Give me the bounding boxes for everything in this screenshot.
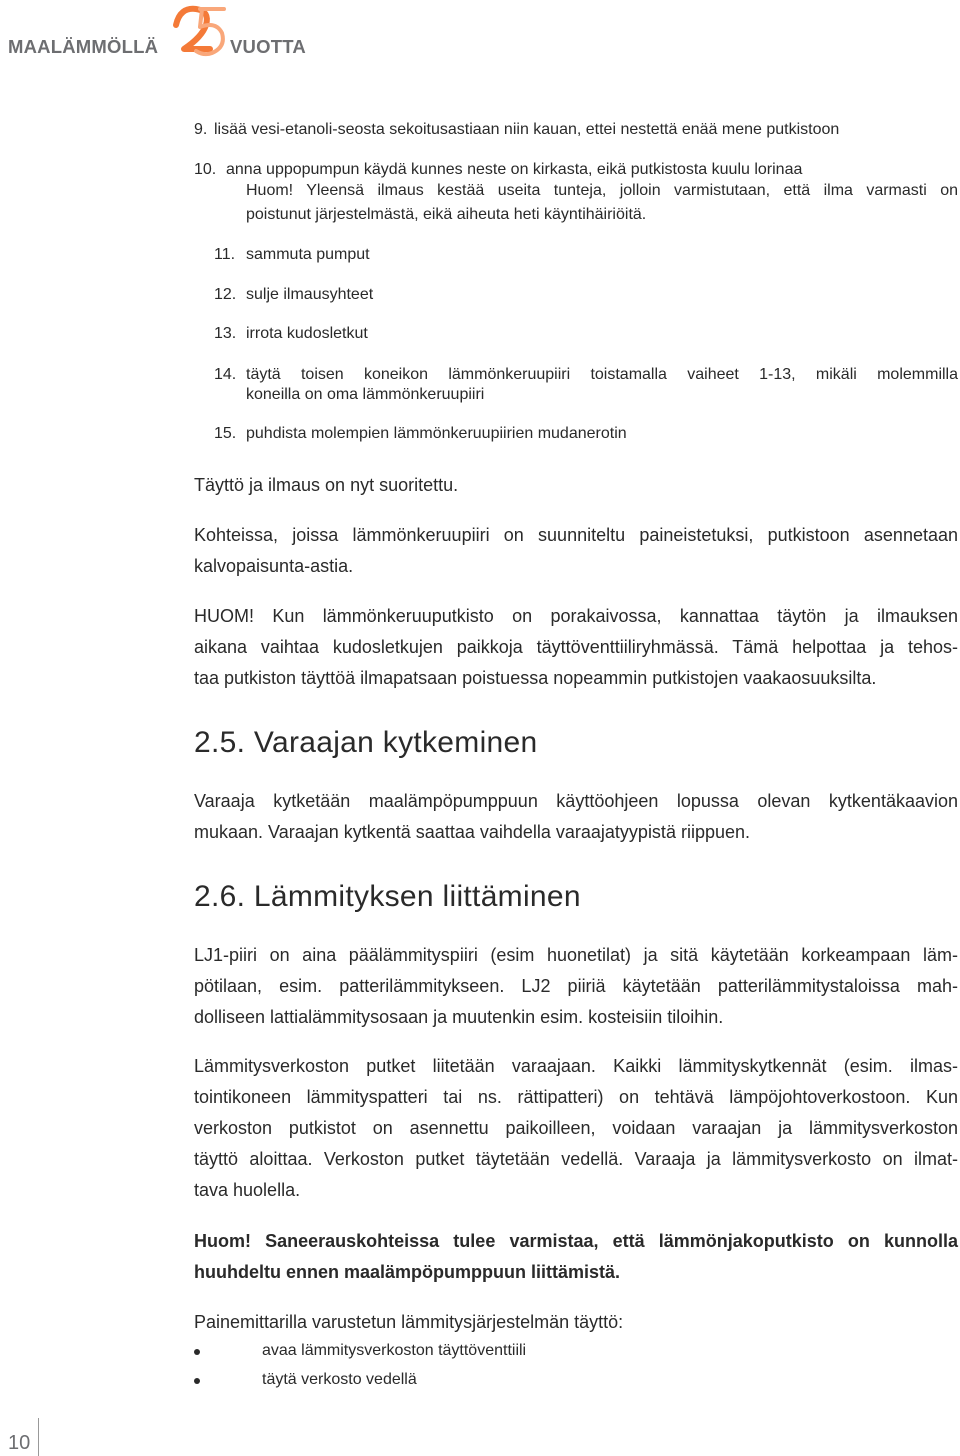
- paragraph: [194, 1051, 958, 1206]
- paragraph-line: kalvopaisunta-astia.: [194, 556, 354, 576]
- paragraph-line: täyttö aloittaa. Verkoston putket täytetään vedellä. Varaaja ja lämmitysverkosto on ilmat-: [194, 1149, 958, 1169]
- paragraph-line: aikana vaihtaa kudosletkujen paikkoja täyttöventtiiliryhmässä. Tämä helpottaa ja tehos-: [194, 637, 958, 657]
- paragraph-line: Huom! Saneerauskohteissa tulee varmistaa, että lämmönjakoputkisto on kunnolla: [194, 1231, 958, 1251]
- step-number: 10.: [194, 161, 217, 178]
- paragraph-line: tointikoneen lämmityspatteri tai ns. rättipatteri) on tehtävä lämpöjohtoverkostoon. Kun: [194, 1087, 958, 1107]
- list-item: [194, 119, 958, 140]
- section-heading: 2.6. Lämmityksen liittäminen: [194, 880, 581, 913]
- step-text: koneilla on oma lämmönkeruupiiri: [246, 386, 485, 403]
- paragraph-line: LJ1-piiri on aina päälämmityspiiri (esim huonetilat) ja sitä käytetään korkeampaan läm-: [194, 945, 958, 965]
- paragraph: [194, 786, 958, 848]
- paragraph-line: pötilaan, esim. patterilämmitykseen. LJ2 piiriä käytetään patterilämmitystaloissa mah-: [194, 976, 958, 996]
- bullet-text: täytä verkosto vedellä: [262, 1371, 417, 1388]
- list-item: [214, 364, 958, 385]
- list-item: [214, 423, 958, 444]
- bullet-icon: [194, 1378, 200, 1384]
- list-item: [214, 244, 958, 265]
- step-text: puhdista molempien lämmönkeruupiirien mudanerotin: [246, 425, 627, 442]
- bullet-icon: [194, 1349, 200, 1355]
- paragraph-line: HUOM! Kun lämmönkeruuputkisto on porakaivossa, kannattaa täytön ja ilmauksen: [194, 606, 958, 626]
- paragraph-line: Täyttö ja ilmaus on nyt suoritettu.: [194, 475, 459, 495]
- step-text: sammuta pumput: [246, 246, 370, 263]
- paragraph-line: verkoston putkistot on asennettu paikoilleen, voidaan varaajan ja lämmitysverkoston: [194, 1118, 958, 1138]
- paragraph-line: Varaaja kytketään maalämpöpumppuun käyttöohjeen lopussa olevan kytkentäkaavion: [194, 791, 958, 811]
- step-text: Huom! Yleensä ilmaus kestää useita tunteja, jolloin varmistutaan, että ilma varmasti on: [246, 182, 958, 199]
- paragraph: [194, 940, 958, 1033]
- list-item: [214, 284, 958, 305]
- company-logo: [0, 0, 320, 62]
- step-number: 13.: [214, 325, 237, 342]
- anniversary-25-icon: [170, 3, 228, 57]
- paragraph: [194, 601, 958, 694]
- step-number: 9.: [194, 121, 208, 138]
- logo-text-left: MAALÄMMÖLLÄ: [8, 36, 159, 57]
- step-text: anna uppopumpun käydä kunnes neste on kirkasta, eikä putkistosta kuulu lorinaa: [226, 161, 803, 178]
- paragraph-line: dolliseen lattialämmitysosaan ja muutenkin esim. kosteisiin tiloihin.: [194, 1007, 724, 1027]
- paragraph-line: Kohteissa, joissa lämmönkeruupiiri on suunniteltu paineistetuksi, putkistoon asennetaan: [194, 525, 958, 545]
- paragraph-line: Lämmitysverkoston putket liitetään varaajaan. Kaikki lämmityskytkennät (esim. ilmas-: [194, 1056, 958, 1076]
- section-heading: 2.5. Varaajan kytkeminen: [194, 726, 538, 759]
- paragraph-line: tava huolella.: [194, 1180, 301, 1200]
- list-item-continued: [246, 384, 958, 405]
- warning-paragraph: [194, 1226, 958, 1288]
- logo-number: 25: [170, 3, 172, 4]
- page-number: 10: [8, 1432, 31, 1454]
- paragraph-line: huuhdeltu ennen maalämpöpumppuun liittämistä.: [194, 1262, 621, 1282]
- step-number: 15.: [214, 425, 237, 442]
- step-number: 14.: [214, 366, 237, 383]
- paragraph-line: taa putkiston täyttöä ilmapatsaan poistuessa nopeammin putkistojen vaakaosuuksilta.: [194, 668, 877, 688]
- step-text: täytä toisen koneikon lämmönkeruupiiri toistamalla vaiheet 1-13, mikäli molemmilla: [246, 366, 958, 383]
- step-text: poistunut järjestelmästä, eikä aiheuta heti käyntihäiriöitä.: [246, 206, 647, 223]
- list-item: [214, 323, 958, 344]
- step-text: irrota kudosletkut: [246, 325, 368, 342]
- list-item: [194, 159, 958, 180]
- step-text: sulje ilmausyhteet: [246, 286, 374, 303]
- list-item-continued: [246, 204, 958, 225]
- paragraph: [194, 470, 958, 501]
- logo-text-right: VUOTTA: [230, 36, 306, 57]
- paragraph: [194, 520, 958, 582]
- list-item-continued: [246, 180, 958, 201]
- paragraph: [194, 1307, 958, 1338]
- paragraph-line: mukaan. Varaajan kytkentä saattaa vaihdella varaajatyypistä riippuen.: [194, 822, 750, 842]
- page-divider: [38, 1418, 39, 1456]
- step-number: 11.: [214, 246, 236, 263]
- step-number: 12.: [214, 286, 237, 303]
- paragraph-line: Painemittarilla varustetun lämmitysjärjestelmän täyttö:: [194, 1312, 624, 1332]
- bullet-text: avaa lämmitysverkoston täyttöventtiili: [262, 1342, 527, 1359]
- step-text: lisää vesi-etanoli-seosta sekoitusastiaan niin kauan, ettei nestettä enää mene putkistoon: [214, 121, 840, 138]
